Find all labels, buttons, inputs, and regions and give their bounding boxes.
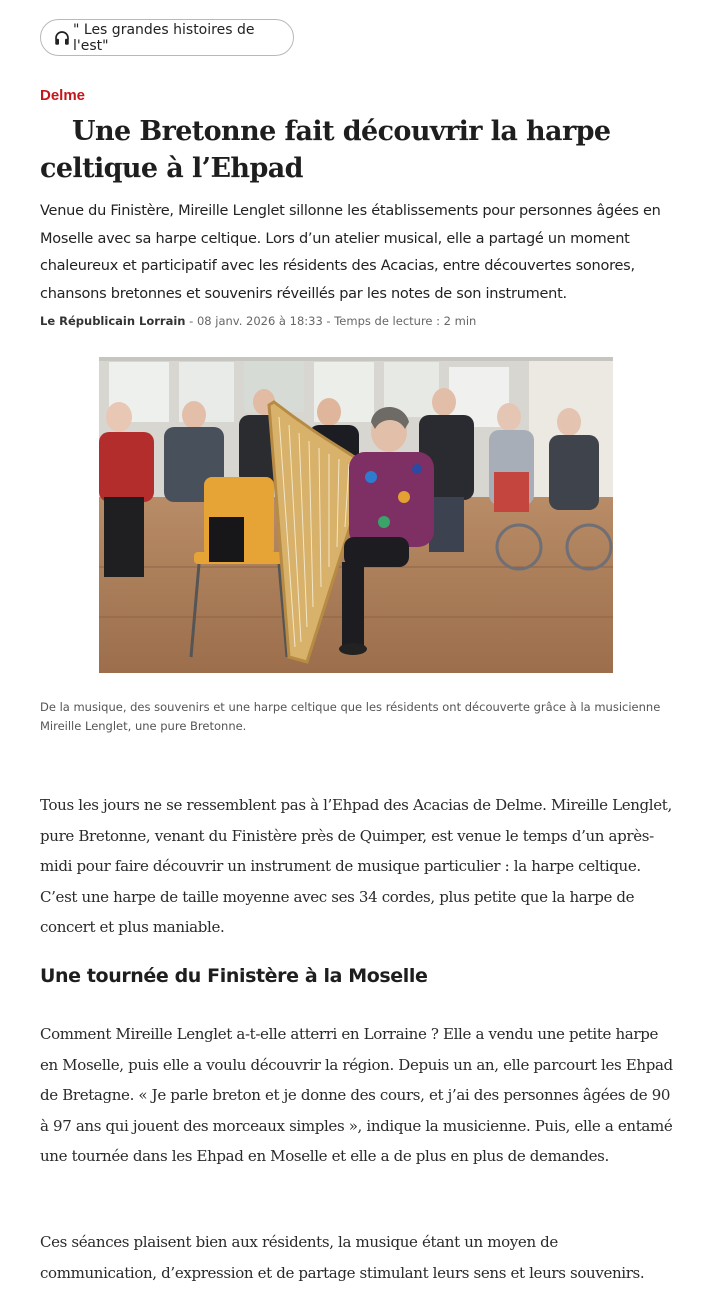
article-title: Une Bretonne fait découvrir la harpe celtique à l’Ehpad — [40, 116, 611, 184]
article-photo[interactable] — [99, 357, 613, 673]
byline-date: - 08 janv. 2026 à 18:33 - — [185, 314, 335, 328]
article-subheading: Une tournée du Finistère à la Moselle — [40, 965, 428, 987]
article-paragraph-3: Ces séances plaisent bien aux résidents, la musique étant un moyen de communication, d’expression et de partage stimulant leurs sens et leurs souvenirs. — [40, 1233, 645, 1282]
byline-reading-time: Temps de lecture : 2 min — [334, 314, 477, 328]
article-lead: Venue du Finistère, Mireille Lenglet sillonne les établissements pour personnes âgées en Moselle avec sa harpe celtique. Lors d’un atelier musical, elle a partagé un moment chaleureux et participatif avec les résidents des Acacias, entre découvertes sonores, chansons bretonnes et souvenirs réveillés par les notes de son instrument. — [40, 203, 661, 302]
byline-source: Le Républicain Lorrain — [40, 314, 186, 328]
headphones-icon — [53, 29, 71, 47]
audio-story-button[interactable] — [40, 19, 294, 56]
article-paragraph-1: Tous les jours ne se ressemblent pas à l’Ehpad des Acacias de Delme. Mireille Lenglet, pure Bretonne, venant du Finistère près de Quimper, est venue le temps d’un après-midi pour faire découvrir un instrument de musique particulier : la harpe celtique. C’est une harpe de taille moyenne avec ses 34 cordes, plus petite que la harpe de concert et plus maniable. — [40, 796, 672, 936]
article-paragraph-2: Comment Mireille Lenglet a-t-elle atterri en Lorraine ? Elle a vendu une petite harpe en Moselle, puis elle a voulu découvrir la région. Depuis un an, elle parcourt les Ehpad de Bretagne. « Je parle breton et je donne des cours, et j’ai des personnes âgées de 90 à 97 ans qui jouent des morceaux simples », indique la musicienne. Puis, elle a entamé une tournée dans les Ehpad en Moselle et elle a de plus en plus de demandes. — [40, 1025, 673, 1165]
harp-photo-illustration — [99, 357, 613, 673]
article-byline — [40, 314, 476, 328]
photo-caption: De la musique, des souvenirs et une harpe celtique que les résidents ont découverte grâce à la musicienne Mireille Lenglet, une pure Bretonne. — [40, 700, 661, 733]
article-kicker-location[interactable]: Delme — [40, 87, 86, 104]
audio-story-label: " Les grandes histoires de l'est" — [73, 21, 255, 54]
